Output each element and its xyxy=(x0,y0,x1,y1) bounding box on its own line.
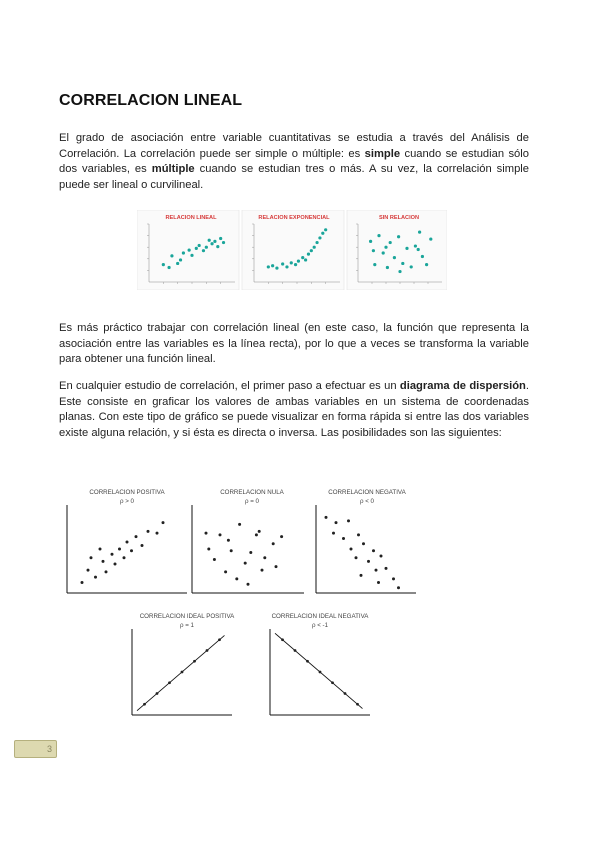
data-point xyxy=(206,649,209,652)
data-point xyxy=(179,258,182,261)
data-point xyxy=(310,249,313,252)
data-point xyxy=(244,562,247,565)
data-point xyxy=(222,241,225,244)
panel-title: CORRELACION POSITIVA xyxy=(89,489,165,496)
data-point xyxy=(398,270,401,273)
data-point xyxy=(280,535,283,538)
paragraph-scatter-diagram xyxy=(59,379,529,441)
data-point xyxy=(429,237,432,240)
data-point xyxy=(188,249,191,252)
data-point xyxy=(304,258,307,261)
data-point xyxy=(318,236,321,239)
data-point xyxy=(247,583,250,586)
data-point xyxy=(205,246,208,249)
data-point xyxy=(207,548,210,551)
data-point xyxy=(313,246,316,249)
rho-label: ρ = 0 xyxy=(244,498,260,505)
data-point xyxy=(355,556,358,559)
data-point xyxy=(213,240,216,243)
data-point xyxy=(397,586,400,589)
data-point xyxy=(372,549,375,552)
data-point xyxy=(190,254,193,257)
data-point xyxy=(307,253,310,256)
data-point xyxy=(297,260,300,263)
data-point xyxy=(315,241,318,244)
data-point xyxy=(401,262,404,265)
data-point xyxy=(238,523,241,526)
text-run: En cualquier estudio de correlación, el primer paso a efectuar es un xyxy=(59,380,400,392)
panel-title: CORRELACION NULA xyxy=(220,489,284,496)
data-point xyxy=(335,521,338,524)
data-point xyxy=(275,565,278,568)
data-point xyxy=(90,556,93,559)
data-point xyxy=(357,533,360,536)
text-run: . Este consiste en graficar los valores de ambas variables en un sistema de coordenadas planas. Con este tipo de gráfico se puede visualizar en forma rápida si entre las dos variables existe alguna relación, y si ésta es directa o inversa. Las posibilidades son las siguientes: xyxy=(59,380,529,439)
panel-sin-relacion xyxy=(347,210,447,290)
data-point xyxy=(147,530,150,533)
data-point xyxy=(235,577,238,580)
data-point xyxy=(356,703,359,706)
data-point xyxy=(168,681,171,684)
data-point xyxy=(321,232,324,235)
data-point xyxy=(227,539,230,542)
bold-term-simple: simple xyxy=(364,147,401,160)
data-point xyxy=(249,551,252,554)
data-point xyxy=(102,560,105,563)
data-point xyxy=(230,549,233,552)
panel-correlacion-nula xyxy=(192,489,304,593)
data-point xyxy=(176,262,179,265)
data-point xyxy=(347,519,350,522)
data-point xyxy=(263,556,266,559)
data-point xyxy=(332,532,335,535)
data-point xyxy=(162,263,165,266)
data-point xyxy=(224,570,227,573)
data-point xyxy=(114,562,117,565)
data-point xyxy=(141,544,144,547)
data-point xyxy=(290,261,293,264)
data-point xyxy=(87,569,90,572)
data-point xyxy=(271,264,274,267)
data-point xyxy=(258,530,261,533)
data-point xyxy=(301,256,304,259)
rho-label: ρ > 0 xyxy=(119,498,135,505)
data-point xyxy=(156,692,159,695)
data-point xyxy=(405,247,408,250)
data-point xyxy=(418,231,421,234)
data-point xyxy=(372,249,375,252)
data-point xyxy=(285,265,288,268)
panel-background xyxy=(347,210,447,290)
data-point xyxy=(425,263,428,266)
data-point xyxy=(281,638,284,641)
data-point xyxy=(393,256,396,259)
data-point xyxy=(319,671,322,674)
data-point xyxy=(375,569,378,572)
data-point xyxy=(143,703,146,706)
data-point xyxy=(331,681,334,684)
data-point xyxy=(389,241,392,244)
data-point xyxy=(118,548,121,551)
data-point xyxy=(281,262,284,265)
data-point xyxy=(294,649,297,652)
data-point xyxy=(272,542,275,545)
data-point xyxy=(294,263,297,266)
data-point xyxy=(105,570,108,573)
correlation-types-figure xyxy=(62,485,432,720)
data-point xyxy=(362,542,365,545)
data-point xyxy=(344,692,347,695)
data-point xyxy=(162,521,165,524)
regression-line xyxy=(275,633,363,708)
data-point xyxy=(414,244,417,247)
data-point xyxy=(324,228,327,231)
bold-term-multiple: múltiple xyxy=(151,163,195,175)
data-point xyxy=(81,581,84,584)
panel-title: CORRELACION IDEAL NEGATIVA xyxy=(271,613,369,620)
data-point xyxy=(373,263,376,266)
data-point xyxy=(385,567,388,570)
panel-relacion-lineal xyxy=(137,210,239,290)
data-point xyxy=(255,533,258,536)
page-number-badge: 3 xyxy=(14,740,57,758)
data-point xyxy=(135,535,138,538)
data-point xyxy=(275,266,278,269)
bold-term-diagrama: diagrama de dispersión xyxy=(399,380,526,392)
panel-title: CORRELACION NEGATIVA xyxy=(328,489,406,496)
data-point xyxy=(202,249,205,252)
paragraph-linear-preference: Es más práctico trabajar con correlación lineal (en este caso, la función que representa la asociación entre las variables es la línea recta), por lo que a veces se transforma la variable para obtener una función lineal. xyxy=(59,322,529,365)
data-point xyxy=(382,251,385,254)
data-point xyxy=(111,553,114,556)
panel-correlacion-positiva xyxy=(67,489,187,593)
data-point xyxy=(386,266,389,269)
data-point xyxy=(261,569,264,572)
panel-correlacion-ideal-negativa xyxy=(270,613,370,715)
panel-title: RELACION EXPONENCIAL xyxy=(258,215,330,221)
data-point xyxy=(213,558,216,561)
data-point xyxy=(99,548,102,551)
data-point xyxy=(195,247,198,250)
panel-correlacion-ideal-positiva xyxy=(132,613,235,715)
data-point xyxy=(170,254,173,257)
data-point xyxy=(384,246,387,249)
data-point xyxy=(369,240,372,243)
data-point xyxy=(218,638,221,641)
data-point xyxy=(342,537,345,540)
data-point xyxy=(181,671,184,674)
data-point xyxy=(306,660,309,663)
data-point xyxy=(156,532,159,535)
relation-types-figure xyxy=(137,210,447,290)
data-point xyxy=(216,245,219,248)
data-point xyxy=(205,532,208,535)
panel-correlacion-negativa xyxy=(316,489,416,593)
data-point xyxy=(208,239,211,242)
data-point xyxy=(367,560,370,563)
page-title: CORRELACION LINEAL xyxy=(59,92,243,109)
rho-label: ρ = 1 xyxy=(179,622,195,629)
regression-line xyxy=(137,635,225,710)
data-point xyxy=(210,242,213,245)
data-point xyxy=(417,248,420,251)
text-run: El grado de asociación entre variable cuantitativas se estudia a través del Análisis de Correlación. La correlación puede ser simple o múltiple: es xyxy=(59,132,529,160)
data-point xyxy=(392,577,395,580)
paragraph-correlation-intro xyxy=(59,131,529,193)
data-point xyxy=(377,234,380,237)
data-point xyxy=(397,235,400,238)
data-point xyxy=(193,660,196,663)
data-point xyxy=(325,516,328,519)
data-point xyxy=(167,266,170,269)
data-point xyxy=(377,581,380,584)
rho-label: ρ < -1 xyxy=(311,622,329,629)
data-point xyxy=(267,265,270,268)
data-point xyxy=(126,540,129,543)
panel-title: RELACION LINEAL xyxy=(165,215,217,221)
panel-title: CORRELACION IDEAL POSITIVA xyxy=(139,613,235,620)
data-point xyxy=(219,237,222,240)
data-point xyxy=(94,576,97,579)
panel-relacion-exponencial xyxy=(242,210,344,290)
data-point xyxy=(380,555,383,558)
text-run: cuando se estudian tres o más. A su vez, la correlación simple puede ser lineal o curvilineal. xyxy=(59,163,530,191)
text-run: cuando se estudian sólo dos variables, es xyxy=(59,147,529,175)
panel-background xyxy=(242,210,344,290)
data-point xyxy=(360,574,363,577)
data-point xyxy=(130,549,133,552)
data-point xyxy=(198,244,201,247)
data-point xyxy=(182,251,185,254)
rho-label: ρ < 0 xyxy=(359,498,375,505)
data-point xyxy=(421,255,424,258)
data-point xyxy=(410,265,413,268)
data-point xyxy=(219,533,222,536)
data-point xyxy=(123,556,126,559)
panel-title: SIN RELACION xyxy=(378,215,420,221)
data-point xyxy=(350,548,353,551)
